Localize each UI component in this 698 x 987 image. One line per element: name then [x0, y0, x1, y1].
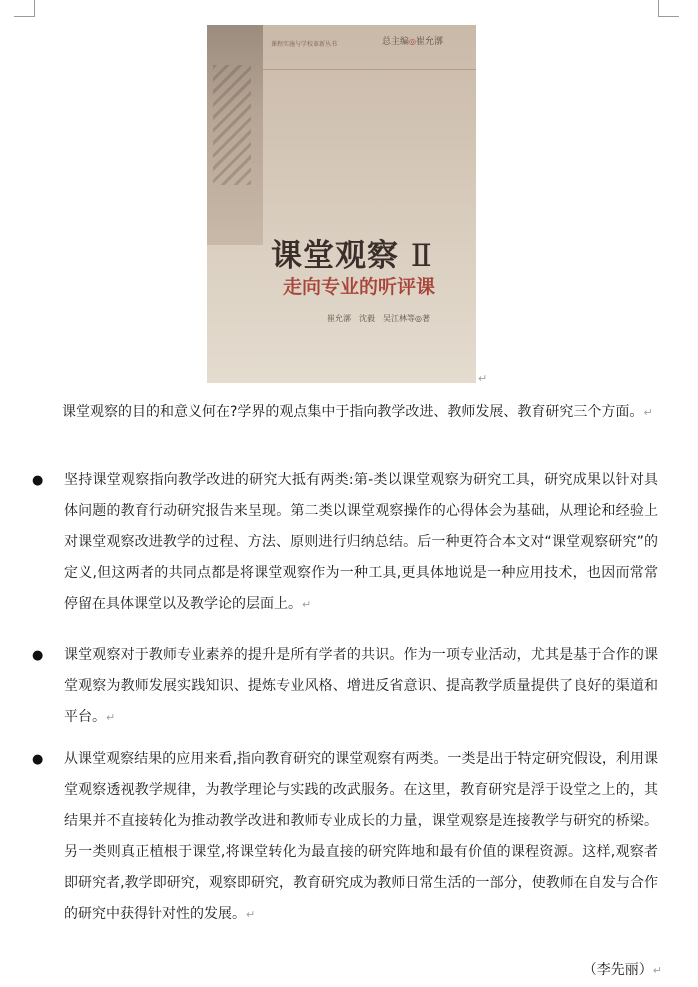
paragraph-mark: ↵ [643, 406, 653, 419]
bullet-text: 从课堂观察结果的应用来看,指向教育研究的课堂观察有两类。一类是出于特定研究假设，利用课堂观察透视教学规律，为教学理论与实践的改武服务。在这里，教育研究是浮于设堂之上的，其结果并不直接转化为推动教学改进和教师专业成长的力量，课堂观察是连接教学与研究的桥梁。另一类则真正植根于课堂,将课堂转化为最直接的研究阵地和最有价值的课程资源。这样,观察者即研究者,教学即研究，观察即研究，教育研究成为教师日常生活的一部分，使教师在自发与合作的研究中获得针对性的发展。 [64, 751, 658, 922]
cover-photo-strip [207, 25, 263, 245]
bullet-icon: ● [32, 752, 44, 767]
editor-label: 总主编 [382, 37, 410, 47]
crop-mark-top-right [658, 0, 679, 17]
cover-subtitle: 走向专业的听评课 [283, 276, 436, 298]
cover-divider [263, 69, 476, 70]
cover-series-name: 课程实施与学校革新丛书 [271, 41, 338, 48]
paragraph-mark: ↵ [302, 598, 312, 611]
paragraph-mark: ↵ [246, 908, 256, 921]
paragraph-mark: ↵ [652, 964, 662, 977]
crop-mark-top-left [14, 0, 35, 17]
image-paragraph-mark: ↵ [478, 372, 488, 385]
editor-mark: ◎ [409, 37, 416, 46]
cover-title [271, 230, 433, 275]
signature-text: （李先丽） [582, 962, 653, 978]
book-cover-image [207, 25, 476, 383]
bullet-text: 课堂观察对于教师专业素养的提升是所有学者的共识。作为一项专业活动，尤其是基于合作的课堂观察为教师发展实践知识、提炼专业风格、增进反省意识、提高教学质量提供了良好的渠道和平台。 [64, 647, 658, 725]
cover-authors: 崔允漷 沈毅 吴江林等◎著 [327, 314, 430, 323]
bullet-item-research [64, 744, 658, 930]
intro-paragraph [30, 397, 660, 428]
intro-text: 课堂观察的目的和意义何在?学界的观点集中于指向教学改进、教师发展、教育研究三个方面。 [62, 404, 644, 420]
author-signature [583, 955, 662, 986]
bullet-item-teaching [64, 465, 658, 620]
cover-title-main: 课堂观察 [271, 238, 399, 274]
cover-chief-editor [382, 34, 443, 47]
bullet-text: 坚持课堂观察指向教学改进的研究大抵有两类:第-类以课堂观察为研究工具，研究成果以针对具体问题的教育行动研究报告来呈现。第二类以课堂观察操作的心得体会为基础，从理论和经验上对课堂观察改进教学的过程、方法、原则进行归纳总结。后一种更符合本文对“课堂观察研究”的定义,但这两者的共同点都是将课堂观察作为一种工具,更具体地说是一种应用技术，也因而常常停留在具体课堂以及教学论的层面上。 [64, 472, 658, 612]
bullet-item-teacher-development [64, 640, 658, 733]
editor-name: 崔允漷 [416, 37, 444, 47]
bullet-icon: ● [32, 648, 44, 663]
bullet-icon: ● [32, 473, 44, 488]
cover-title-volume: Ⅱ [410, 238, 433, 274]
paragraph-mark: ↵ [106, 711, 116, 724]
